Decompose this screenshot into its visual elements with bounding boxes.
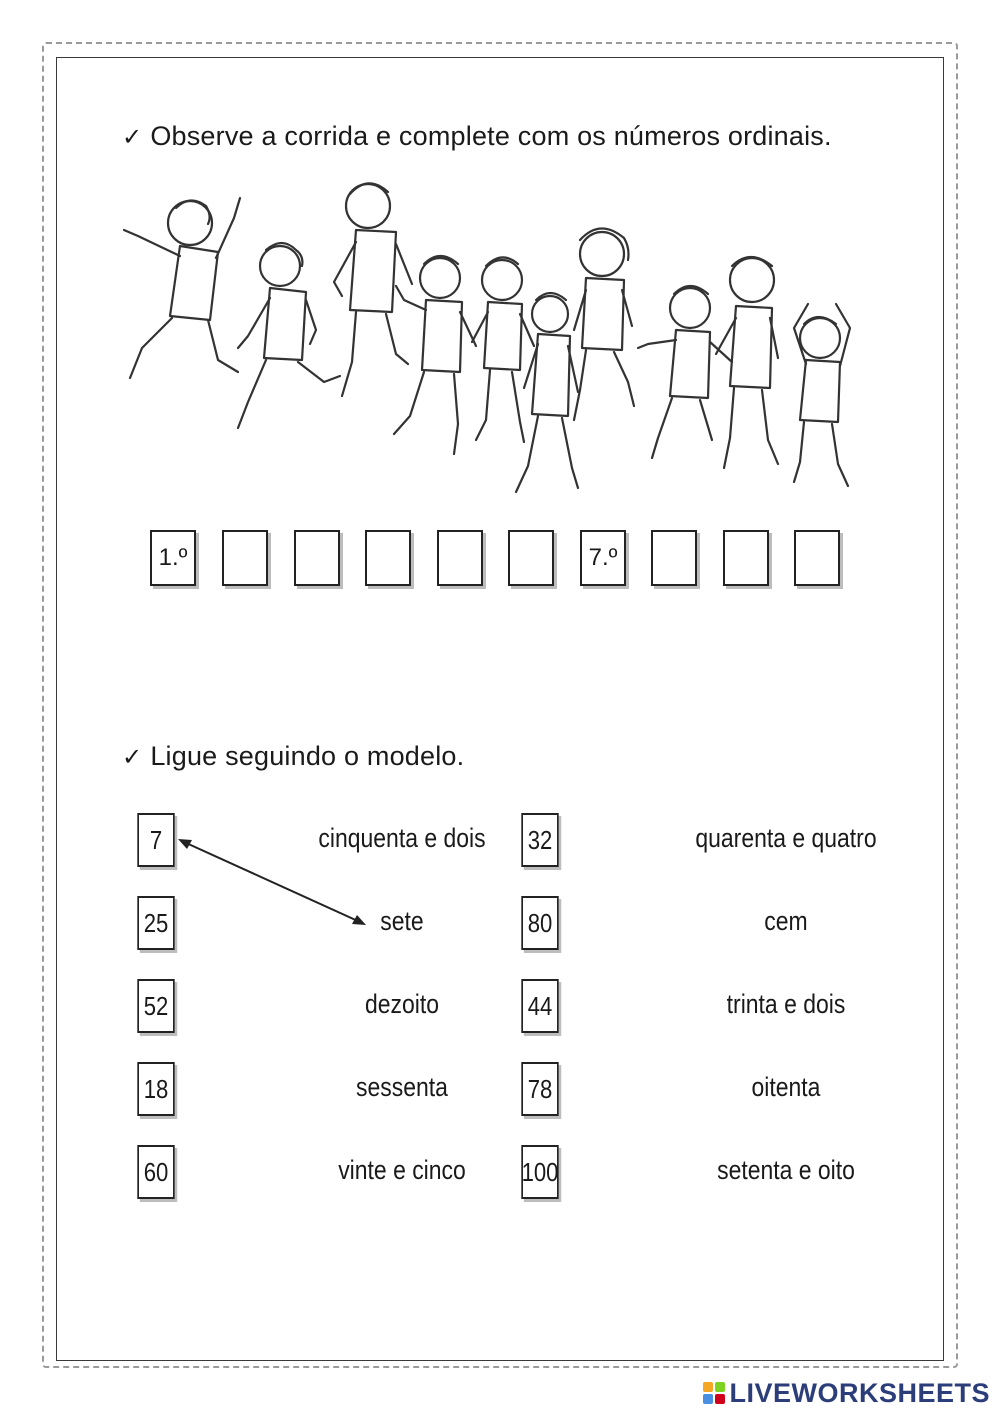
ordinal-box-3[interactable]: [294, 530, 340, 586]
number-box-left[interactable]: 25: [137, 896, 174, 950]
running-children-illustration: [110, 168, 870, 524]
runner-figure: [574, 228, 634, 420]
ordinal-box-8[interactable]: [651, 530, 697, 586]
instruction-race-text: Observe a corrida e complete com os números ordinais.: [150, 121, 832, 151]
liveworksheets-logo: [703, 1378, 990, 1408]
runner-figure: [716, 257, 778, 468]
runner-figure: [516, 293, 578, 492]
runner-figure: [238, 243, 340, 428]
number-box-right[interactable]: 100: [521, 1145, 558, 1199]
runner-figure: [638, 286, 732, 458]
logo-square-blue: [703, 1394, 713, 1404]
ordinal-box-9[interactable]: [723, 530, 769, 586]
word-left[interactable]: cinquenta e dois: [318, 823, 486, 853]
ordinal-box-5[interactable]: [437, 530, 483, 586]
runner-figure: [394, 256, 476, 454]
model-double-arrow-icon: [170, 830, 380, 940]
word-right[interactable]: cem: [764, 906, 808, 936]
runner-figure: [124, 198, 240, 378]
ordinal-box-4[interactable]: [365, 530, 411, 586]
word-left[interactable]: sete: [380, 906, 424, 936]
check-mark-icon: ✓: [122, 744, 143, 771]
word-right[interactable]: oitenta: [751, 1072, 821, 1102]
ordinal-box-6[interactable]: [508, 530, 554, 586]
logo-square-orange: [703, 1382, 713, 1392]
number-box-left[interactable]: 18: [137, 1062, 174, 1116]
instruction-link-text: Ligue seguindo o modelo.: [150, 741, 465, 771]
word-left[interactable]: sessenta: [356, 1072, 448, 1102]
logo-square-red: [715, 1394, 725, 1404]
liveworksheets-mark-icon: [703, 1382, 725, 1404]
ordinal-box-2[interactable]: [222, 530, 268, 586]
ordinal-box-7[interactable]: 7.º: [580, 530, 626, 586]
instruction-race: [122, 121, 832, 152]
ordinal-box-10[interactable]: [794, 530, 840, 586]
number-box-right[interactable]: 78: [521, 1062, 558, 1116]
word-right[interactable]: setenta e oito: [717, 1155, 855, 1185]
runner-figure: [334, 183, 412, 396]
number-box-right[interactable]: 44: [521, 979, 558, 1033]
number-box-left[interactable]: 60: [137, 1145, 174, 1199]
liveworksheets-wordmark: LIVEWORKSHEETS: [729, 1377, 990, 1408]
word-left[interactable]: dezoito: [364, 989, 440, 1019]
word-left[interactable]: vinte e cinco: [338, 1155, 466, 1185]
runner-figure: [472, 257, 534, 442]
number-box-right[interactable]: 32: [521, 813, 558, 867]
number-box-left[interactable]: 52: [137, 979, 174, 1033]
check-mark-icon: ✓: [122, 124, 143, 151]
logo-square-green: [715, 1382, 725, 1392]
ordinal-box-1[interactable]: 1.º: [150, 530, 196, 586]
runner-figure: [794, 304, 850, 486]
instruction-link: [122, 741, 464, 772]
word-right[interactable]: trinta e dois: [726, 989, 846, 1019]
word-right[interactable]: quarenta e quatro: [695, 823, 877, 853]
number-box-left[interactable]: 7: [137, 813, 174, 867]
number-box-right[interactable]: 80: [521, 896, 558, 950]
